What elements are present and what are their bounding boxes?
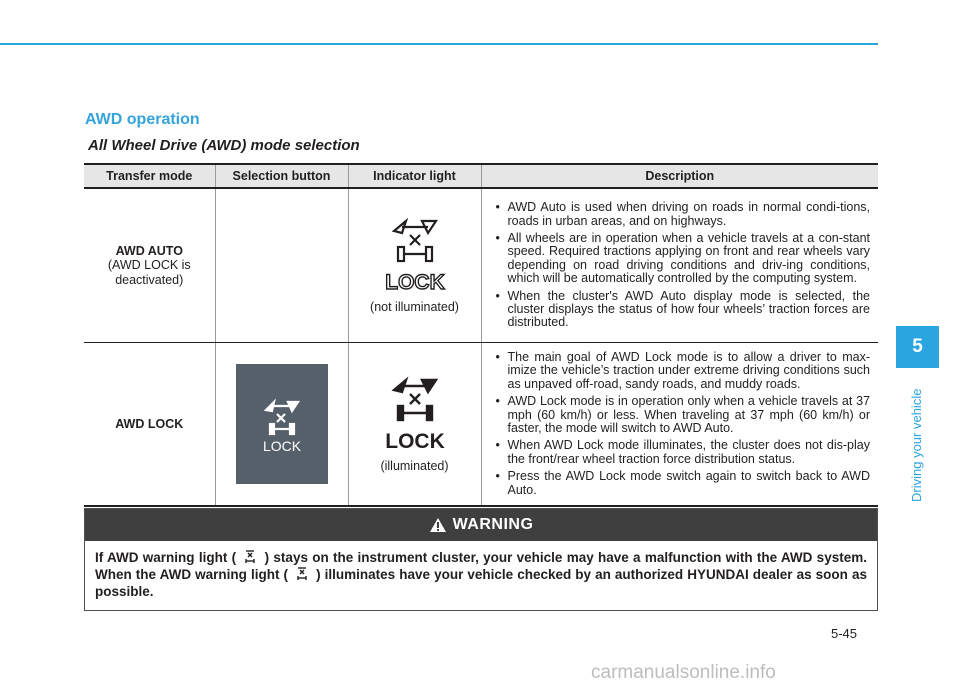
awd-warning-light-icon xyxy=(296,567,308,581)
awd-lock-button[interactable] xyxy=(236,364,328,484)
awd-lock-button-icon xyxy=(236,364,328,484)
warning-heading: WARNING xyxy=(452,516,534,533)
list-item: • AWD Auto is used when driving on roads in normal condi-tions, roads in urban areas, and on highways. xyxy=(496,201,871,228)
table-header-row xyxy=(84,164,878,188)
indicator-word: LOCK xyxy=(384,429,445,453)
warning-text xyxy=(85,541,877,600)
description-cell xyxy=(481,343,878,507)
awd-mode-table xyxy=(84,163,878,507)
table-row-awd-auto xyxy=(84,188,878,343)
warning-text-part: ) illuminates have your vehicle checked by an authorized HYUNDAI dealer as soon as possible. xyxy=(95,567,867,599)
list-item: • Press the AWD Lock mode switch again to switch back to AWD Auto. xyxy=(496,470,871,497)
indicator-status-label: (not illuminated) xyxy=(370,300,459,314)
header-indicator-light: Indicator light xyxy=(348,164,481,188)
list-item: • When AWD Lock mode illuminates, the cluster does not dis-play the front/rear wheel traction force distribution status. xyxy=(496,439,871,466)
header-description: Description xyxy=(481,164,878,188)
transfer-mode-cell xyxy=(84,343,215,507)
list-item: • The main goal of AWD Lock mode is to allow a driver to max-imize the vehicle’s traction under extreme driving conditions such as unpaved off-road, sandy roads, and muddy roads. xyxy=(496,351,871,391)
indicator-light-cell xyxy=(348,343,481,507)
mode-title: AWD AUTO xyxy=(115,243,183,258)
selection-button-cell xyxy=(215,343,348,507)
mode-title: AWD LOCK xyxy=(115,417,184,432)
indicator-word: LOCK xyxy=(384,271,445,294)
awd-lock-indicator-off-icon xyxy=(380,217,450,295)
watermark: carmanualsonline.info xyxy=(591,662,776,683)
table-row-awd-lock xyxy=(84,343,878,507)
awd-warning-light-icon xyxy=(244,550,256,564)
chapter-title: Driving your vehicle xyxy=(909,388,924,502)
header-selection-button: Selection button xyxy=(215,164,348,188)
list-item: • All wheels are in operation when a vehicle travels at a con-stant speed. Required tractions applying on front and rear wheels vary depending on road driving conditions and driv-ing conditions, which will be automatically controlled by the computing system. xyxy=(496,232,871,286)
page-number: 5-45 xyxy=(831,626,858,641)
awd-lock-indicator-on-icon xyxy=(380,376,450,454)
button-word: LOCK xyxy=(262,438,301,455)
indicator-light-cell xyxy=(348,188,481,343)
transfer-mode-cell xyxy=(84,188,215,343)
warning-triangle-icon xyxy=(429,517,447,533)
section-title: AWD operation xyxy=(85,111,200,128)
selection-button-cell xyxy=(215,188,348,343)
chapter-number: 5 xyxy=(912,336,923,357)
warning-box xyxy=(84,508,878,611)
list-item: • When the cluster's AWD Auto display mode is selected, the cluster displays the status of how four wheels’ traction forces are distributed. xyxy=(496,290,871,330)
top-rule xyxy=(0,43,878,45)
list-item: • AWD Lock mode is in operation only when a vehicle travels at 37 mph (60 km/h) or less. When traveling at 37 mph (60 km/h) or faster, the mode will switch to AWD Auto. xyxy=(496,395,871,435)
description-cell xyxy=(481,188,878,343)
warning-text-part: If AWD warning light ( xyxy=(95,550,237,565)
indicator-status-label: (illuminated) xyxy=(380,458,449,473)
subsection-title: All Wheel Drive (AWD) mode selection xyxy=(88,137,360,154)
chapter-tab xyxy=(896,326,939,368)
warning-text-part: ) stays on the instrument cluster, your vehicle may have a malfunction with the AWD system. When the AWD warning light ( xyxy=(95,550,867,582)
description-list xyxy=(482,343,879,505)
description-list xyxy=(482,193,879,338)
chapter-label xyxy=(905,378,927,508)
header-transfer-mode: Transfer mode xyxy=(84,164,215,188)
warning-header xyxy=(85,509,877,541)
mode-note: (AWD LOCK is deactivated) xyxy=(107,257,191,287)
